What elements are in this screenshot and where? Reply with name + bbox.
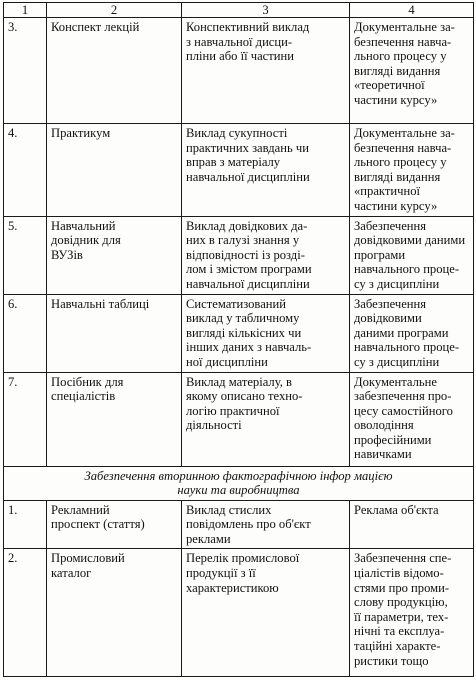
table-row xyxy=(4,294,474,372)
publication-type: Навчальний довідник для ВУЗів xyxy=(47,216,182,294)
publication-purpose: Забезпечення спе- ціалістів відомо- стями про проми- слову продукцію, її параметри, тех- нічні та експлуа- таційні характе- ристики тощо xyxy=(350,549,474,677)
publication-description: Систематизований виклад у табличному вигляді кількісних чи інших даних з навчаль- ної дисципліни xyxy=(182,294,350,372)
publication-description: Виклад стислих повідомлень про об'єкт реклами xyxy=(182,500,350,549)
publication-purpose: Документальне за- безпечення навча- льного процесу у вигляді видання «практичної частини курсу» xyxy=(350,124,474,217)
column-number-4: 4 xyxy=(350,3,474,18)
column-number-2: 2 xyxy=(47,3,182,18)
table-row xyxy=(4,18,474,124)
row-number: 6. xyxy=(4,294,47,372)
publication-purpose: Документальне за- безпечення навча- льного процесу у вигляді видання «теоретичної частини курсу» xyxy=(350,18,474,124)
publication-type: Практикум xyxy=(47,124,182,217)
publication-type: Конспект лекцій xyxy=(47,18,182,124)
row-number: 7. xyxy=(4,372,47,466)
publication-purpose: Забезпечення довідковими даними програми навчального проце- су з дисципліни xyxy=(350,294,474,372)
row-number: 2. xyxy=(4,549,47,677)
table-row xyxy=(4,372,474,466)
column-number-3: 3 xyxy=(182,3,350,18)
section-heading: Забезпечення вторинною фактографічною інфор мацією науки та виробництва xyxy=(4,466,474,500)
publication-description: Виклад сукупності практичних завдань чи вправ з матеріалу навчальної дисципліни xyxy=(182,124,350,217)
table-row xyxy=(4,124,474,217)
publications-table xyxy=(3,2,474,677)
table-row xyxy=(4,500,474,549)
publication-type: Посібник для спеціалістів xyxy=(47,372,182,466)
publication-type: Навчальні таблиці xyxy=(47,294,182,372)
publication-type: Рекламний проспект (стаття) xyxy=(47,500,182,549)
column-number-row xyxy=(4,3,474,18)
row-number: 4. xyxy=(4,124,47,217)
table-row xyxy=(4,549,474,677)
row-number: 1. xyxy=(4,500,47,549)
publication-purpose: Забезпечення довідковими даними програми навчального проце- су з дисципліни xyxy=(350,216,474,294)
section-heading-row xyxy=(4,466,474,500)
publication-description: Виклад довідкових да- них в галузі знання у відповідності із розді- лом і змістом програми навчальної дисципліни xyxy=(182,216,350,294)
publication-description: Перелік промислової продукції з її характеристикою xyxy=(182,549,350,677)
table-row xyxy=(4,216,474,294)
publication-type: Промисловий каталог xyxy=(47,549,182,677)
row-number: 5. xyxy=(4,216,47,294)
publication-description: Виклад матеріалу, в якому описано техно- логію практичної діяльності xyxy=(182,372,350,466)
publication-description: Конспективний виклад з навчальної дисци- пліни або її частини xyxy=(182,18,350,124)
row-number: 3. xyxy=(4,18,47,124)
publication-purpose: Реклама об'єкта xyxy=(350,500,474,549)
column-number-1: 1 xyxy=(4,3,47,18)
publication-purpose: Документальне забезпечення про- цесу самостійного оволодіння професійними навичками xyxy=(350,372,474,466)
